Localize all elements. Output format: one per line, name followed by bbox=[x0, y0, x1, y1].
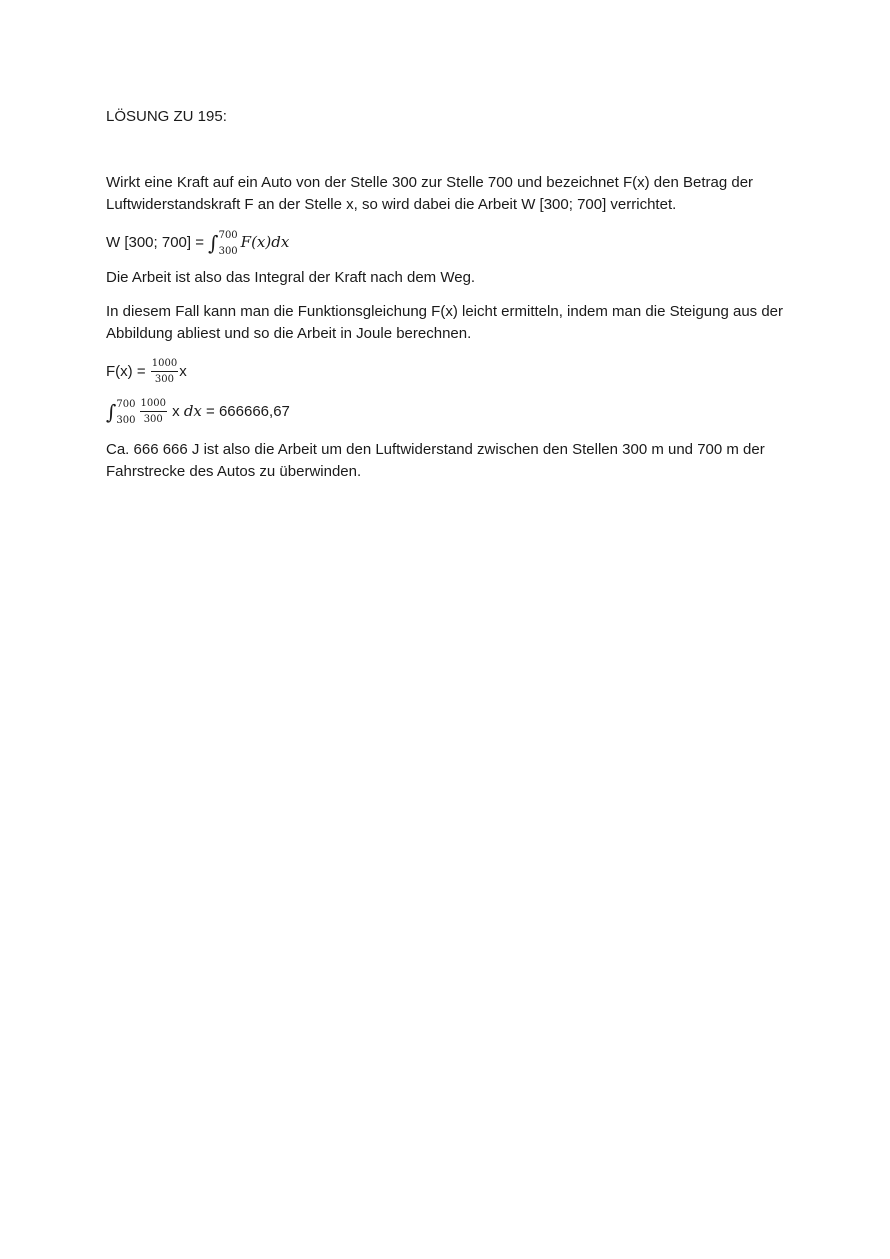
paragraph-intro-line-1: Wirkt eine Kraft auf ein Auto von der Stelle 300 zur Stelle 700 und bezeichnet F(x) den Betrag der bbox=[106, 174, 754, 191]
integral-sign: ∫ bbox=[106, 400, 117, 424]
fraction-numerator: 1000 bbox=[140, 398, 167, 412]
paragraph-conclusion bbox=[106, 439, 796, 483]
integral-upper-limit: 700 bbox=[116, 398, 136, 410]
fraction bbox=[151, 358, 178, 386]
integral-limits bbox=[219, 230, 238, 257]
integral-sign: ∫ bbox=[208, 231, 219, 255]
paragraph-conclusion-line-2: Fahrstrecke des Autos zu überwinden. bbox=[106, 463, 362, 480]
fraction-denominator: 300 bbox=[154, 374, 175, 385]
paragraph-function-line-1: In diesem Fall kann man die Funktionsgleichung F(x) leicht ermitteln, indem man die Steigung aus der bbox=[106, 303, 784, 320]
formula-work-lhs: W [300; 700] = bbox=[106, 234, 209, 251]
document-title: LÖSUNG ZU 195: bbox=[106, 108, 227, 125]
integral-upper-limit: 700 bbox=[218, 229, 238, 241]
integrand: F(x)dx bbox=[240, 233, 290, 251]
integral-lower-limit: 300 bbox=[116, 414, 136, 426]
paragraph-conclusion-line-1: Ca. 666 666 J ist also die Arbeit um den Luftwiderstand zwischen den Stellen 300 m und 700 m der bbox=[106, 441, 765, 458]
fraction bbox=[140, 398, 167, 426]
paragraph-function-derivation bbox=[106, 301, 796, 345]
fraction-denominator: 300 bbox=[143, 414, 163, 426]
formula-differential: dx bbox=[183, 402, 202, 420]
paragraph-intro bbox=[106, 172, 796, 216]
paragraph-integral-definition: Die Arbeit ist also das Integral der Kraft nach dem Weg. bbox=[106, 269, 476, 286]
integral-limits bbox=[116, 399, 135, 426]
paragraph-function-line-2: Abbildung abliest und so die Arbeit in Joule berechnen. bbox=[106, 325, 472, 342]
formula-force-function bbox=[106, 358, 796, 386]
paragraph-intro-line-2: Luftwiderstandskraft F an der Stelle x, so wird dabei die Arbeit W [300; 700] verrichtet. bbox=[106, 196, 677, 213]
fraction-numerator: 1000 bbox=[151, 358, 178, 372]
integral-lower-limit: 300 bbox=[218, 245, 238, 257]
formula-result: = 666666,67 bbox=[201, 403, 290, 420]
formula-variable: x bbox=[167, 403, 184, 420]
formula-force-lhs: F(x) = bbox=[106, 362, 150, 380]
formula-work-result bbox=[106, 398, 796, 426]
formula-work-integral bbox=[106, 229, 796, 257]
formula-force-variable: x bbox=[179, 362, 187, 380]
